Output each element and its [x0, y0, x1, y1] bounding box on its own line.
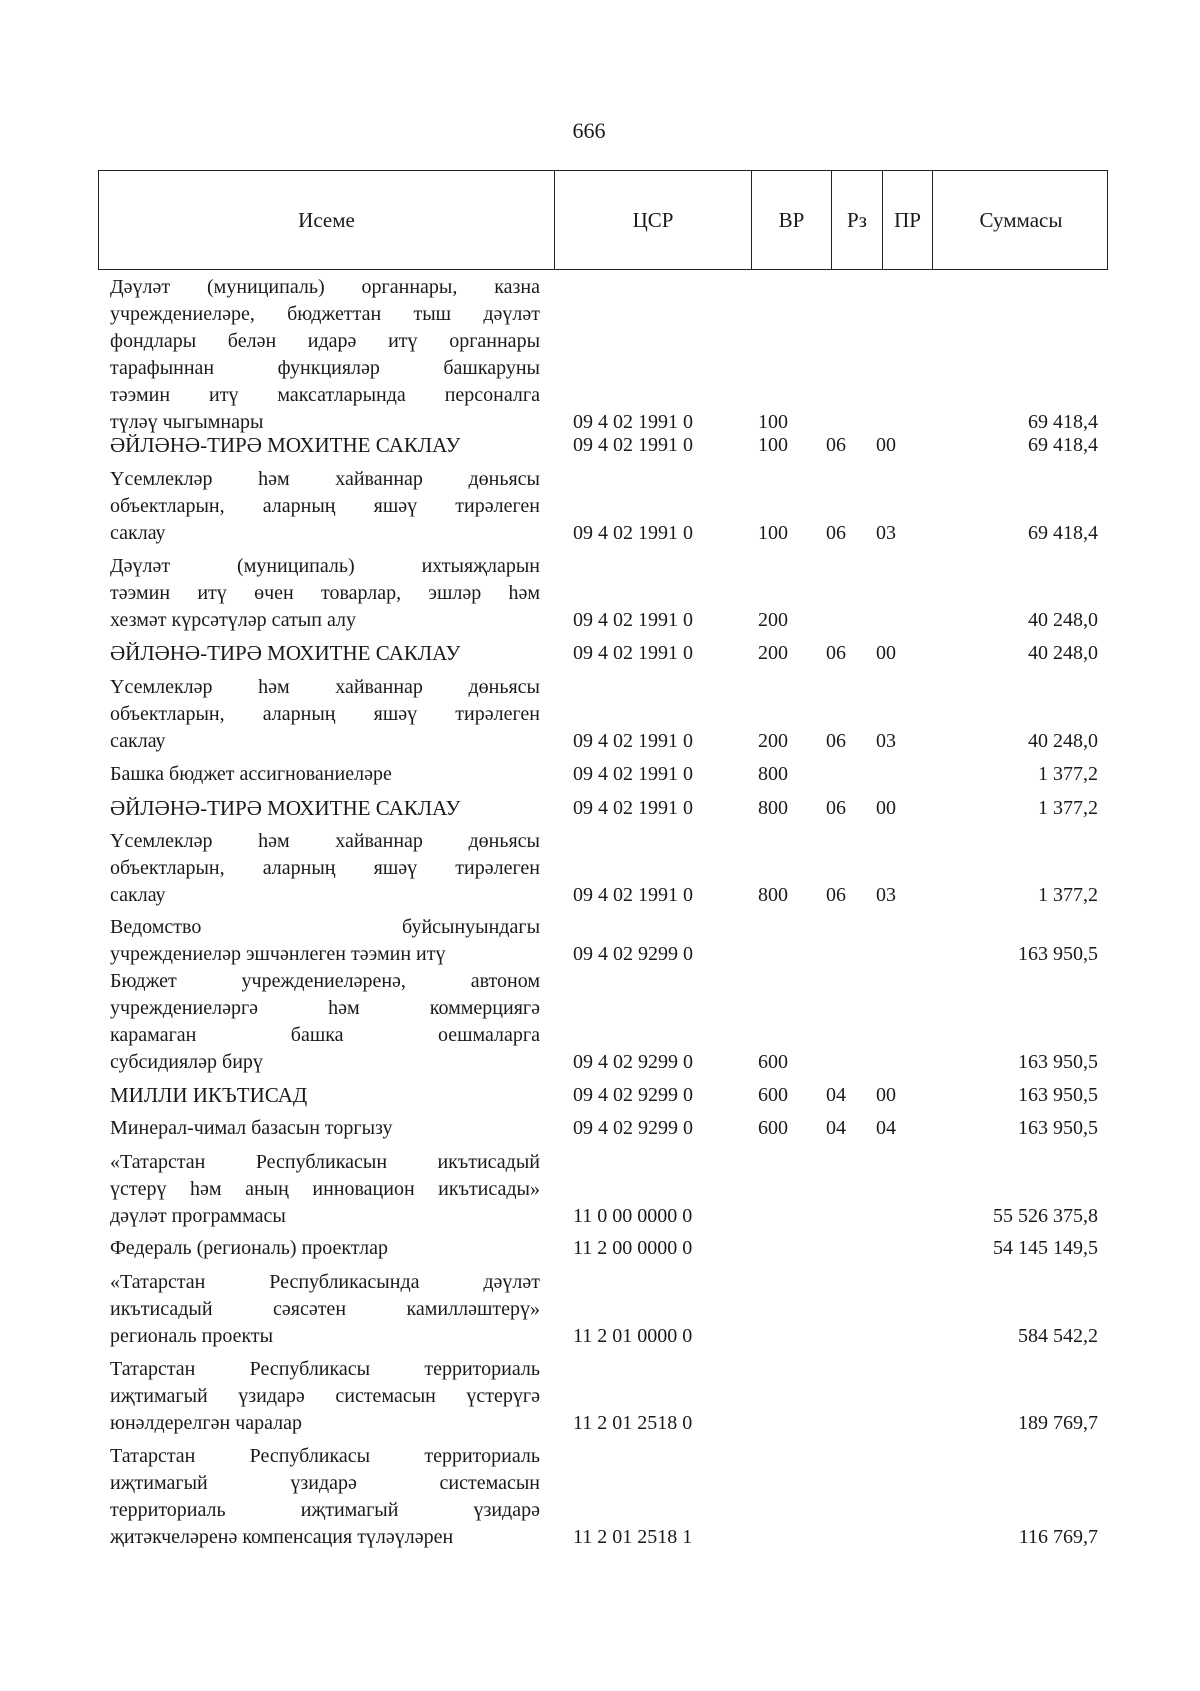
row-name-line: фондлары белән идарә итү органнары [110, 330, 540, 352]
row-csr: 09 4 02 1991 0 [573, 411, 693, 433]
row-pr: 00 [876, 642, 896, 664]
row-vr: 600 [758, 1117, 788, 1139]
row-name-line: Татарстан Республикасы территориаль [110, 1445, 540, 1467]
row-name-line: тәэмин итү максатларында персоналга [110, 384, 540, 406]
table-header [98, 170, 1108, 270]
row-vr: 200 [758, 609, 788, 631]
header-sum: Суммасы [932, 171, 1109, 269]
row-csr: 09 4 02 9299 0 [573, 943, 693, 965]
row-rz: 04 [826, 1117, 846, 1139]
row-name-line: объектларын, аларның яшәү тирәлеген [110, 857, 540, 879]
row-name-line: Үсемлекләр һәм хайваннар дөньясы [110, 830, 540, 852]
row-csr: 09 4 02 9299 0 [573, 1117, 693, 1139]
row-name [110, 968, 540, 1076]
row-name-line: дәүләт программасы [110, 1205, 286, 1227]
row-name-line: иҗтимагый үзидарә системасын [110, 1472, 540, 1494]
row-name-line: Минерал-чимал базасын торгызу [110, 1117, 393, 1139]
table-row [0, 914, 1200, 968]
row-name [110, 761, 540, 788]
row-name-line: тәэмин итү өчен товарлар, эшләр һәм [110, 582, 540, 604]
row-csr: 09 4 02 1991 0 [573, 609, 693, 631]
row-sum: 40 248,0 [1028, 642, 1098, 664]
row-name [110, 674, 540, 755]
table-row [0, 1082, 1200, 1109]
row-sum: 163 950,5 [1018, 1117, 1098, 1139]
row-name-line: учреждениеләре, бюджеттан тыш дәүләт [110, 303, 540, 325]
row-vr: 200 [758, 730, 788, 752]
row-vr: 100 [758, 522, 788, 544]
row-name-line: Башка бюджет ассигнованиеләре [110, 763, 392, 785]
row-name-line: хезмәт күрсәтүләр сатып алу [110, 609, 356, 631]
row-name-line: «Татарстан Республикасында дәүләт [110, 1271, 540, 1293]
row-vr: 600 [758, 1051, 788, 1073]
row-vr: 100 [758, 434, 788, 456]
header-csr: ЦСР [554, 171, 751, 269]
row-name-line: объектларын, аларның яшәү тирәлеген [110, 703, 540, 725]
row-name-line: икътисадый сәясәтен камилләштерү» [110, 1298, 540, 1320]
row-name-line: саклау [110, 730, 166, 752]
row-name [110, 553, 540, 634]
row-sum: 40 248,0 [1028, 609, 1098, 631]
row-name-line: Үсемлекләр һәм хайваннар дөньясы [110, 468, 540, 490]
row-csr: 09 4 02 1991 0 [573, 763, 693, 785]
table-row [0, 828, 1200, 909]
row-vr: 800 [758, 763, 788, 785]
row-name-line: ӘЙЛӘНӘ-ТИРӘ МОХИТНЕ САКЛАУ [110, 433, 461, 457]
row-csr: 11 2 00 0000 0 [573, 1237, 693, 1259]
table-row [0, 1443, 1200, 1551]
row-sum: 55 526 375,8 [993, 1205, 1098, 1227]
row-csr: 09 4 02 1991 0 [573, 522, 693, 544]
row-rz: 06 [826, 642, 846, 664]
row-name [110, 432, 540, 459]
row-name-line: ӘЙЛӘНӘ-ТИРӘ МОХИТНЕ САКЛАУ [110, 796, 461, 820]
row-csr: 09 4 02 9299 0 [573, 1084, 693, 1106]
row-rz: 06 [826, 730, 846, 752]
row-name-line: региональ проекты [110, 1325, 274, 1347]
row-name-line: саклау [110, 522, 166, 544]
header-vr: ВР [751, 171, 831, 269]
table-row [0, 1115, 1200, 1142]
row-name-line: саклау [110, 884, 166, 906]
table-row [0, 674, 1200, 755]
table-row [0, 1356, 1200, 1437]
row-name-line: тарафыннан функцияләр башкаруны [110, 357, 540, 379]
row-sum: 1 377,2 [1038, 763, 1098, 785]
table-row [0, 1235, 1200, 1262]
row-pr: 00 [876, 434, 896, 456]
row-csr: 09 4 02 1991 0 [573, 434, 693, 456]
row-name-line: Үсемлекләр һәм хайваннар дөньясы [110, 676, 540, 698]
row-name-line: МИЛЛИ ИКЪТИСАД [110, 1083, 308, 1107]
row-sum: 163 950,5 [1018, 1051, 1098, 1073]
header-rz: Рз [831, 171, 882, 269]
table-row [0, 795, 1200, 822]
row-sum: 116 769,7 [1018, 1526, 1098, 1548]
row-name-line: җитәкчеләренә компенсация түләүләрен [110, 1526, 454, 1548]
row-name-line: «Татарстан Республикасын икътисадый [110, 1151, 540, 1173]
row-rz: 06 [826, 522, 846, 544]
row-sum: 1 377,2 [1038, 797, 1098, 819]
row-name [110, 914, 540, 968]
row-sum: 1 377,2 [1038, 884, 1098, 906]
row-name-line: Ведомство буйсынуындагы [110, 916, 540, 938]
row-name-line: иҗтимагый үзидарә системасын үстерүгә [110, 1385, 540, 1407]
row-sum: 163 950,5 [1018, 1084, 1098, 1106]
row-name-line: Дәүләт (муниципаль) ихтыяҗларын [110, 555, 540, 577]
table-row [0, 466, 1200, 547]
row-name-line: Федераль (региональ) проектлар [110, 1237, 388, 1259]
row-sum: 54 145 149,5 [993, 1237, 1098, 1259]
row-vr: 200 [758, 642, 788, 664]
table-row [0, 432, 1200, 459]
row-name-line: Бюджет учреждениеләренә, автоном [110, 970, 540, 992]
row-name-line: ӘЙЛӘНӘ-ТИРӘ МОХИТНЕ САКЛАУ [110, 641, 461, 665]
row-sum: 189 769,7 [1018, 1412, 1098, 1434]
table-row [0, 761, 1200, 788]
row-name [110, 1149, 540, 1230]
row-name-line: объектларын, аларның яшәү тирәлеген [110, 495, 540, 517]
table-row [0, 968, 1200, 1076]
row-rz: 04 [826, 1084, 846, 1106]
page-number: 666 [572, 118, 606, 143]
row-vr: 600 [758, 1084, 788, 1106]
header-pr: ПР [882, 171, 932, 269]
row-csr: 09 4 02 9299 0 [573, 1051, 693, 1073]
row-csr: 09 4 02 1991 0 [573, 797, 693, 819]
row-name-line: Дәүләт (муниципаль) органнары, казна [110, 276, 540, 298]
row-rz: 06 [826, 884, 846, 906]
row-name-line: субсидияләр бирү [110, 1051, 263, 1073]
row-rz: 06 [826, 434, 846, 456]
row-name-line: учреждениеләргә һәм коммерциягә [110, 997, 540, 1019]
row-name [110, 640, 540, 667]
row-pr: 03 [876, 884, 896, 906]
row-name [110, 828, 540, 909]
row-name-line: Татарстан Республикасы территориаль [110, 1358, 540, 1380]
row-name-line: үстерү һәм аның инновацион икътисады» [110, 1178, 540, 1200]
row-sum: 40 248,0 [1028, 730, 1098, 752]
row-name-line: территориаль иҗтимагый үзидарә [110, 1499, 540, 1521]
row-sum: 69 418,4 [1028, 522, 1098, 544]
row-name [110, 1115, 540, 1142]
row-pr: 04 [876, 1117, 896, 1139]
table-row [0, 640, 1200, 667]
row-pr: 00 [876, 1084, 896, 1106]
row-csr: 11 2 01 2518 0 [573, 1412, 693, 1434]
row-rz: 06 [826, 797, 846, 819]
row-name-line: учреждениеләр эшчәнлеген тәэмин итү [110, 943, 446, 965]
row-sum: 163 950,5 [1018, 943, 1098, 965]
row-csr: 09 4 02 1991 0 [573, 730, 693, 752]
row-csr: 09 4 02 1991 0 [573, 884, 693, 906]
row-csr: 11 0 00 0000 0 [573, 1205, 693, 1227]
row-vr: 800 [758, 884, 788, 906]
table-row [0, 553, 1200, 634]
row-name [110, 274, 540, 436]
row-csr: 11 2 01 2518 1 [573, 1526, 693, 1548]
row-name-line: карамаган башка оешмаларга [110, 1024, 540, 1046]
row-pr: 00 [876, 797, 896, 819]
row-name [110, 1082, 540, 1109]
row-name [110, 466, 540, 547]
header-name: Исеме [298, 207, 355, 232]
row-csr: 09 4 02 1991 0 [573, 642, 693, 664]
row-name-line: түләү чыгымнары [110, 411, 264, 433]
row-name-line: юнәлдерелгән чаралар [110, 1412, 303, 1434]
row-sum: 584 542,2 [1018, 1325, 1098, 1347]
table-row [0, 1269, 1200, 1350]
row-pr: 03 [876, 730, 896, 752]
row-pr: 03 [876, 522, 896, 544]
row-name [110, 1235, 540, 1262]
row-vr: 800 [758, 797, 788, 819]
row-name [110, 1269, 540, 1350]
table-row [0, 274, 1200, 436]
row-name [110, 1443, 540, 1551]
row-vr: 100 [758, 411, 788, 433]
row-name [110, 795, 540, 822]
table-row [0, 1149, 1200, 1230]
row-sum: 69 418,4 [1028, 434, 1098, 456]
row-csr: 11 2 01 0000 0 [573, 1325, 693, 1347]
row-sum: 69 418,4 [1028, 411, 1098, 433]
row-name [110, 1356, 540, 1437]
